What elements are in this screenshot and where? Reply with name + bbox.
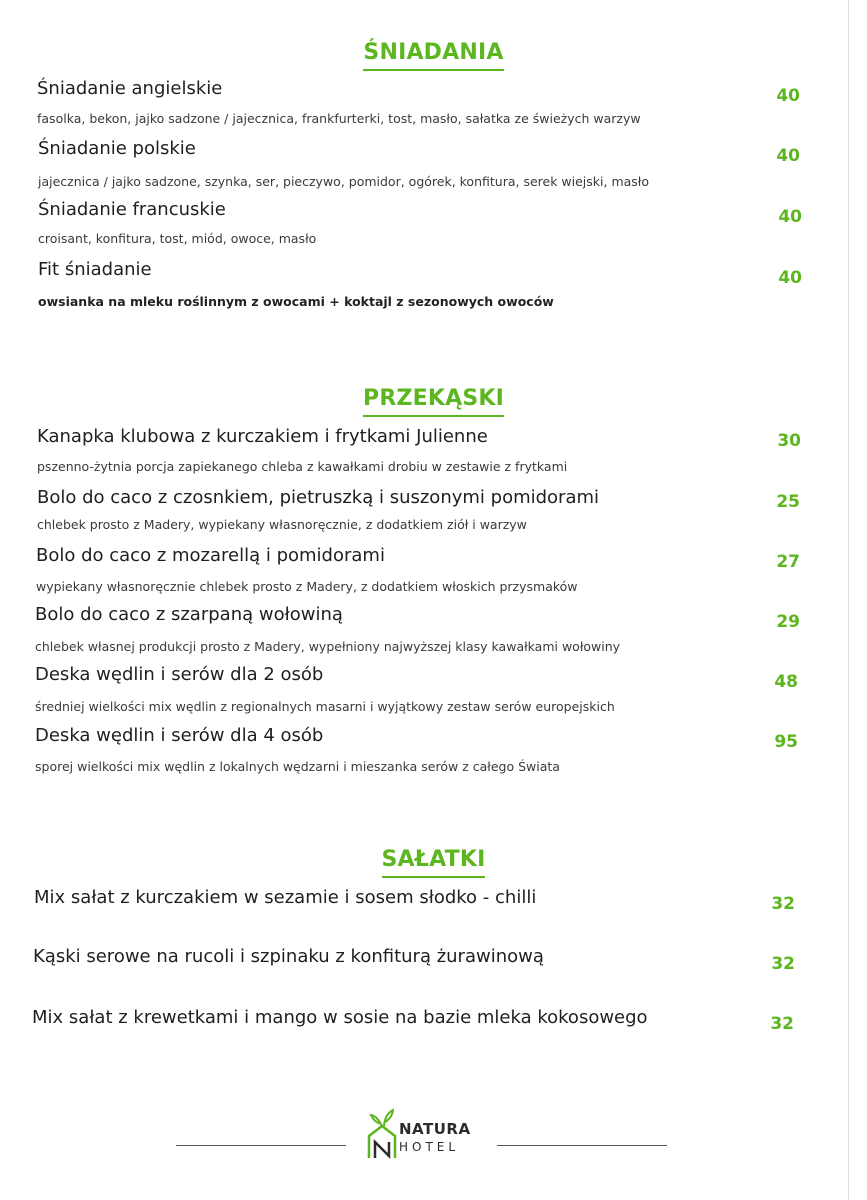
item-price: 32 [770,1014,794,1034]
footer-divider-left [176,1145,346,1146]
natura-hotel-logo [365,1106,485,1164]
footer-divider-right [497,1145,667,1146]
item-description: chlebek własnej produkcji prosto z Madery, wypełniony najwyższej klasy kawałkami wołowiny [35,639,621,654]
item-description: chlebek prosto z Madery, wypiekany własnoręcznie, z dodatkiem ziół i warzyw [37,517,527,532]
item-name: Śniadanie francuskie [38,199,226,220]
item-price: 27 [776,552,800,572]
item-name: Mix sałat z krewetkami i mango w sosie na bazie mleka kokosowego [32,1007,648,1028]
section-title-sniadania: ŚNIADANIA [0,40,867,71]
item-description: pszenno-żytnia porcja zapiekanego chleba z kawałkami drobiu w zestawie z frytkami [37,459,568,474]
item-description: croisant, konfitura, tost, miód, owoce, masło [38,231,317,246]
item-description: fasolka, bekon, jajko sadzone / jajecznica, frankfurterki, tost, masło, sałatka ze świeżych warzyw [37,111,641,126]
item-name: Śniadanie angielskie [37,78,223,99]
item-price: 40 [778,268,802,288]
section-title-salatki: SAŁATKI [0,847,867,878]
logo-name: NATURA [399,1120,471,1138]
item-name: Deska wędlin i serów dla 4 osób [35,725,324,746]
section-title-przekaski: PRZEKĄSKI [0,386,867,417]
item-name: Bolo do caco z szarpaną wołowiną [35,604,343,625]
item-price: 32 [771,954,795,974]
item-price: 40 [776,86,800,106]
item-name: Fit śniadanie [38,259,152,280]
item-price: 40 [776,146,800,166]
item-name: Kąski serowe na rucoli i szpinaku z konfiturą żurawinową [33,946,544,967]
item-price: 40 [778,207,802,227]
page-edge-divider [848,0,849,1200]
item-description: wypiekany własnoręcznie chlebek prosto z Madery, z dodatkiem włoskich przysmaków [36,579,578,594]
item-description: jajecznica / jajko sadzone, szynka, ser, pieczywo, pomidor, ogórek, konfitura, serek wiejski, masło [38,174,649,189]
item-name: Śniadanie polskie [38,138,196,159]
item-name: Kanapka klubowa z kurczakiem i frytkami Julienne [37,426,488,447]
item-description: średniej wielkości mix wędlin z regionalnych masarni i wyjątkowy zestaw serów europejskich [35,699,615,714]
item-price: 95 [774,732,798,752]
item-price: 25 [776,492,800,512]
item-name: Mix sałat z kurczakiem w sezamie i sosem słodko - chilli [34,887,537,908]
item-description: owsianka na mleku roślinnym z owocami + koktajl z sezonowych owoców [38,294,554,309]
item-price: 48 [774,672,798,692]
item-name: Bolo do caco z czosnkiem, pietruszką i suszonymi pomidorami [37,487,600,508]
item-name: Bolo do caco z mozarellą i pomidorami [36,545,385,566]
logo-subtitle: HOTEL [399,1140,460,1154]
item-name: Deska wędlin i serów dla 2 osób [35,664,324,685]
item-description: sporej wielkości mix wędlin z lokalnych wędzarni i mieszanka serów z całego Świata [35,759,560,774]
item-price: 32 [771,894,795,914]
item-price: 29 [776,612,800,632]
house-leaf-icon [365,1106,399,1164]
item-price: 30 [777,431,801,451]
